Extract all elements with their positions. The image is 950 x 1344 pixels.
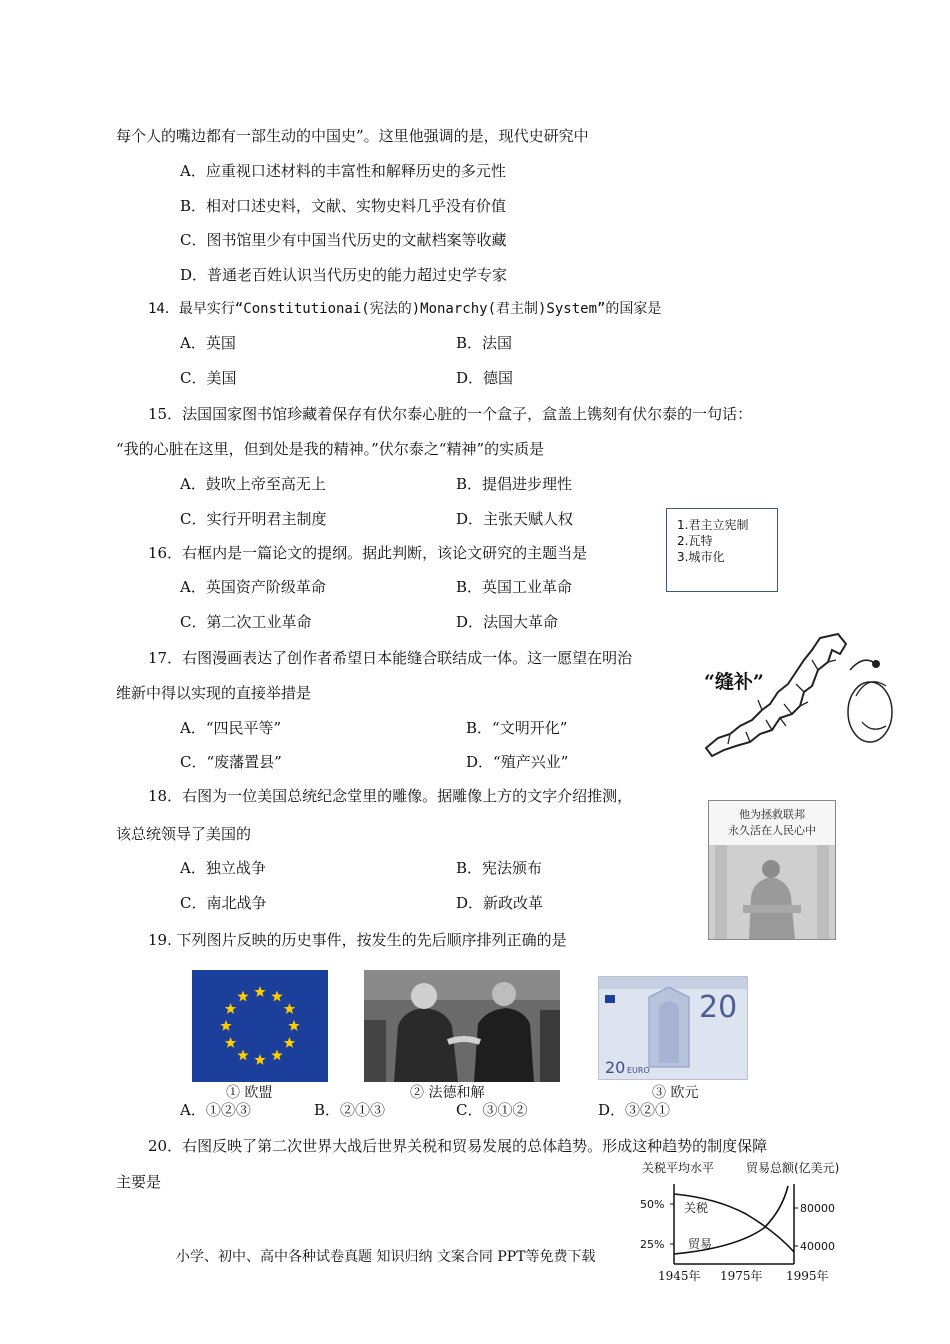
outline-item: 3.城市化 [677, 550, 725, 564]
chart-left-tick: 25% [640, 1238, 665, 1251]
eu-star-icon [237, 1049, 248, 1060]
caption-eu: ① 欧盟 [226, 1085, 273, 1101]
eu-star-icon [220, 1020, 231, 1031]
q20-stem-line1: 20．右图反映了第二次世界大战后世界关税和贸易发展的总体趋势。形成这种趋势的制度保障 [148, 1137, 768, 1155]
q19-option-d: D．③②① [598, 1101, 671, 1119]
q18-option-c: C．南北战争 [180, 894, 267, 912]
tariff-label: 关税 [684, 1201, 709, 1215]
q13-option-d: D．普通老百姓认识当代历史的能力超过史学专家 [180, 266, 508, 284]
q18-option-d: D．新政改革 [456, 894, 544, 912]
intro-line: 每个人的嘴边都有一部生动的中国史”。这里他强调的是，现代史研究中 [116, 127, 589, 145]
q17-stem-line1: 17．右图漫画表达了创作者希望日本能缝合联结成一体。这一愿望在明治 [148, 649, 633, 667]
eu-star-icon [225, 1003, 236, 1014]
eu-star-icon [288, 1020, 299, 1031]
q15-stem-line2: “我的心脏在这里，但到处是我的精神。”伏尔泰之“精神”的实质是 [116, 440, 545, 458]
q18-option-b: B．宪法颁布 [456, 859, 543, 877]
q13-option-b: B．相对口述史料，文献、实物史料几乎没有价值 [180, 197, 507, 215]
q19-option-a: A．①②③ [180, 1101, 251, 1119]
q13-option-c: C．图书馆里少有中国当代历史的文献档案等收藏 [180, 231, 507, 249]
chart-x-tick: 1945年 [658, 1269, 701, 1283]
q14-option-a: A．英国 [180, 334, 236, 352]
q16-option-b: B．英国工业革命 [456, 578, 573, 596]
chart-right-tick: 80000 [800, 1202, 835, 1215]
banknote-currency: EURO [627, 1066, 650, 1075]
q17-option-b: B．“文明开化” [466, 719, 568, 737]
lincoln-statue-photo [708, 800, 836, 940]
q17-option-c: C．“废藩置县” [180, 753, 282, 771]
q14-option-d: D．德国 [456, 369, 514, 387]
eu-star-icon [284, 1037, 295, 1048]
q19-option-c: C．③①② [456, 1101, 528, 1119]
q20-stem-line2: 主要是 [116, 1173, 162, 1191]
q17-stem-line2: 维新中得以实现的直接举措是 [116, 684, 312, 702]
q15-option-b: B．提倡进步理性 [456, 475, 573, 493]
japan-sewing-cartoon [700, 630, 896, 762]
q18-option-a: A．独立战争 [180, 859, 266, 877]
chart-left-tick: 50% [640, 1198, 665, 1211]
q13-option-a: A．应重视口述材料的丰富性和解释历史的多元性 [180, 162, 506, 180]
q16-option-d: D．法国大革命 [456, 613, 559, 631]
q19-option-b: B．②①③ [314, 1101, 386, 1119]
caption-reconciliation: ② 法德和解 [410, 1085, 485, 1101]
statue-caption-line: 他为拯救联邦 [739, 808, 805, 821]
euro-banknote-photo [598, 976, 748, 1080]
q16-option-c: C．第二次工业革命 [180, 613, 312, 631]
q15-option-a: A．鼓吹上帝至高无上 [180, 475, 326, 493]
eu-star-icon [271, 991, 282, 1002]
eu-star-icon [284, 1003, 295, 1014]
eu-flag-photo [192, 970, 328, 1082]
q16-option-a: A．英国资产阶级革命 [180, 578, 326, 596]
q17-option-d: D．“殖产兴业” [466, 753, 569, 771]
chart-left-title: 关税平均水平 [642, 1161, 715, 1175]
q16-outline-box [666, 508, 778, 592]
statue-caption-line: 永久活在人民心中 [728, 824, 816, 837]
tariff-trade-chart [636, 1158, 848, 1286]
q17-option-a: A．“四民平等” [180, 719, 282, 737]
q15-option-d: D．主张天赋人权 [456, 510, 574, 528]
eu-star-icon [254, 1054, 265, 1065]
cartoon-label: “缝补” [704, 671, 764, 693]
q19-stem: 19. 下列图片反映的历史事件，按发生的先后顺序排列正确的是 [148, 931, 567, 949]
q16-stem: 16．右框内是一篇论文的提纲。据此判断，该论文研究的主题当是 [148, 544, 588, 562]
chart-right-tick: 40000 [800, 1240, 835, 1253]
banknote-value: 20 [699, 990, 738, 1025]
page-footer: 小学、初中、高中各种试卷真题 知识归纳 文案合同 PPT等免费下载 [176, 1249, 596, 1265]
eu-star-icon [225, 1037, 236, 1048]
outline-item: 1.君主立宪制 [677, 518, 749, 532]
q15-stem-line1: 15．法国国家图书馆珍藏着保存有伏尔泰心脏的一个盒子，盒盖上镌刻有伏尔泰的一句话： [148, 405, 753, 423]
outline-item: 2.瓦特 [677, 534, 713, 548]
eu-star-icon [271, 1049, 282, 1060]
q18-stem-line2: 该总统领导了美国的 [116, 825, 252, 843]
q14-option-b: B．法国 [456, 334, 513, 352]
q14-stem: 14．最早实行“Constitutionai(宪法的)Monarchy(君主制)System”的国家是 [148, 301, 662, 317]
q14-option-c: C．美国 [180, 369, 237, 387]
caption-euro: ③ 欧元 [652, 1085, 699, 1101]
chart-x-tick: 1995年 [786, 1269, 829, 1283]
handshake-photo [364, 970, 560, 1082]
chart-x-tick: 1975年 [720, 1269, 763, 1283]
q15-option-c: C．实行开明君主制度 [180, 510, 327, 528]
eu-star-icon [254, 986, 265, 997]
trade-label: 贸易 [688, 1237, 713, 1251]
banknote-denomination: 20 [605, 1058, 626, 1077]
q18-stem-line1: 18．右图为一位美国总统纪念堂里的雕像。据雕像上方的文字介绍推测， [148, 787, 633, 805]
eu-star-icon [237, 991, 248, 1002]
chart-right-title: 贸易总额(亿美元) [746, 1161, 840, 1175]
